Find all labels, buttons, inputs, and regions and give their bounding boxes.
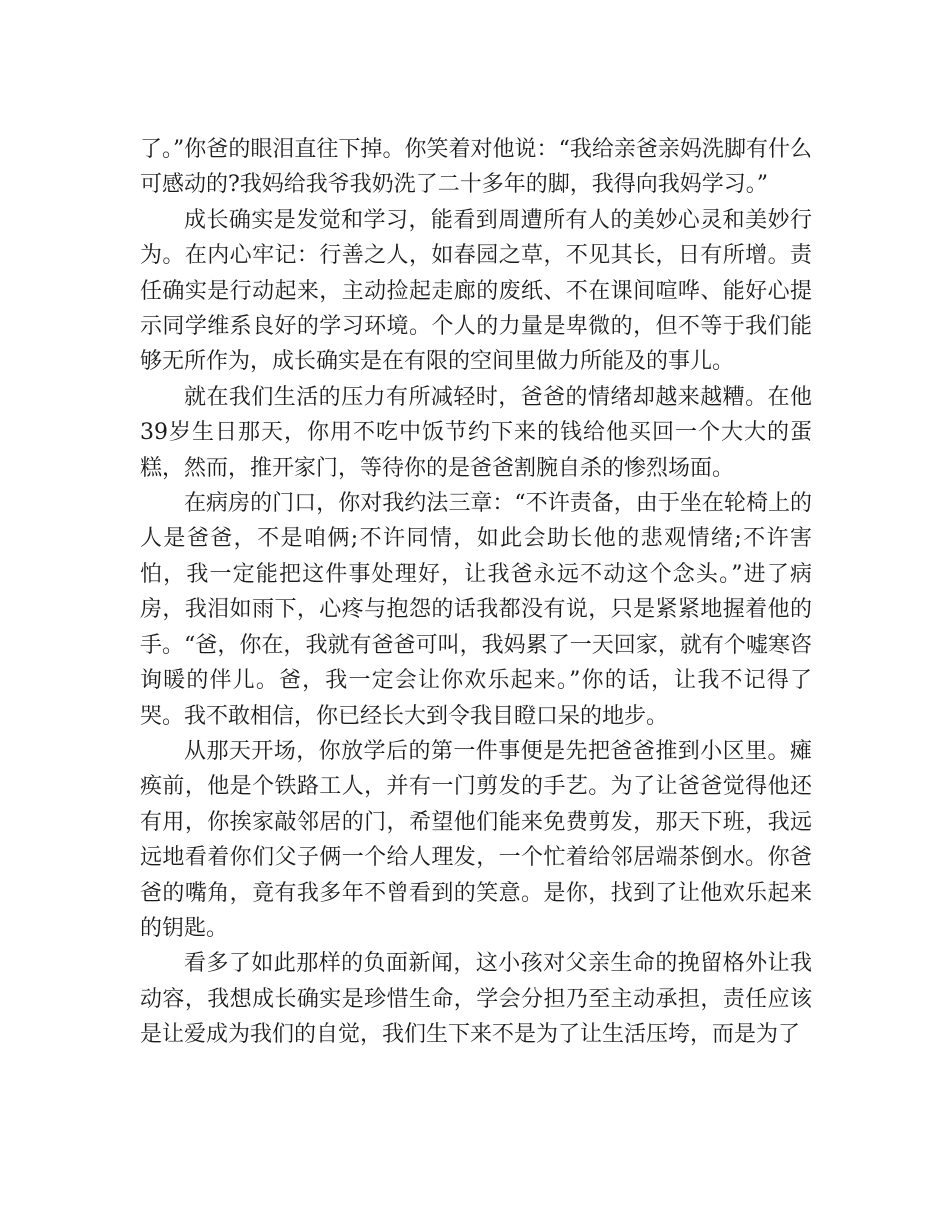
document-body bbox=[140, 132, 812, 1053]
paragraph-3: 就在我们生活的压力有所减轻时，爸爸的情绪却越来越糟。在他39岁生日那天，你用不吃中饭节约下来的钱给他买回一个大大的蛋糕，然而，推开家门，等待你的是爸爸割腕自杀的惨烈场面。 bbox=[140, 384, 812, 481]
paragraph-5: 从那天开场，你放学后的第一件事便是先把爸爸推到小区里。瘫痪前，他是个铁路工人，并有一门剪发的手艺。为了让爸爸觉得他还有用，你挨家敲邻居的门，希望他们能来免费剪发，那天下班，我远远地看着你们父子俩一个给人理发，一个忙着给邻居端茶倒水。你爸爸的嘴角，竟有我多年不曾看到的笑意。是你，找到了让他欢乐起来的钥匙。 bbox=[140, 738, 812, 941]
paragraph-2: 成长确实是发觉和学习，能看到周遭所有人的美妙心灵和美妙行为。在内心牢记：行善之人，如春园之草，不见其长，日有所增。责任确实是行动起来，主动捡起走廊的废纸、不在课间喧哗、能好心提示同学维系良好的学习环境。个人的力量是卑微的，但不等于我们能够无所作为，成长确实是在有限的空间里做力所能及的事儿。 bbox=[140, 207, 812, 375]
paragraph-4: 在病房的门口，你对我约法三章：“不许责备，由于坐在轮椅上的人是爸爸，不是咱俩;不许同情，如此会助长他的悲观情绪;不许害怕，我一定能把这件事处理好，让我爸永远不动这个念头。”进了病房，我泪如雨下，心疼与抱怨的话我都没有说，只是紧紧地握着他的手。“爸，你在，我就有爸爸可叫，我妈累了一天回家，就有个嘘寒咨询暖的伴儿。爸，我一定会让你欢乐起来。”你的话，让我不记得了哭。我不敢相信，你已经长大到令我目瞪口呆的地步。 bbox=[140, 491, 812, 729]
paragraph-1: 了。”你爸的眼泪直往下掉。你笑着对他说：“我给亲爸亲妈洗脚有什么可感动的?我妈给我爷我奶洗了二十多年的脚，我得向我妈学习。” bbox=[140, 137, 812, 198]
paragraph-6: 看多了如此那样的负面新闻，这小孩对父亲生命的挽留格外让我动容，我想成长确实是珍惜生命，学会分担乃至主动承担，责任应该是让爱成为我们的自觉，我们生下来不是为了让生活压垮，而是为了 bbox=[140, 951, 812, 1048]
